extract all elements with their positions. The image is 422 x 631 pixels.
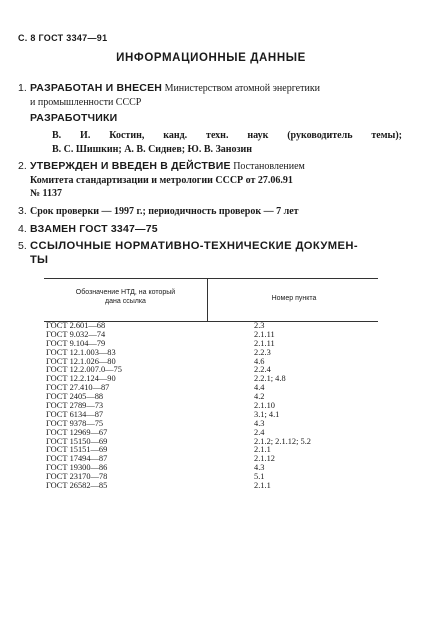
section-1 xyxy=(18,82,402,109)
table-row xyxy=(46,482,382,491)
cell-item-number: 2.3 xyxy=(254,321,265,330)
section-heading-continued: ТЫ xyxy=(30,253,49,266)
cell-item-number: 2.1.2; 2.1.12; 5.2 xyxy=(254,436,311,446)
cell-item-number: 2.2.3 xyxy=(254,347,271,357)
cell-document: ГОСТ 12.1.026—80 xyxy=(46,356,116,366)
column-divider xyxy=(207,279,208,321)
cell-document: ГОСТ 15151—69 xyxy=(46,445,108,455)
cell-item-number: 4.3 xyxy=(254,463,265,473)
cell-document: ГОСТ 2.601—68 xyxy=(46,321,106,330)
cell-item-number: 4.3 xyxy=(254,418,265,428)
section-text-continued: и промышленности СССР xyxy=(30,96,142,108)
developers-list xyxy=(52,129,402,156)
cell-document: ГОСТ 19300—86 xyxy=(46,463,108,473)
cell-document: ГОСТ 12969—67 xyxy=(46,427,108,437)
section-5 xyxy=(18,240,402,267)
section-number: 1. xyxy=(18,82,27,94)
cell-item-number: 2.1.10 xyxy=(254,401,275,411)
cell-document: ГОСТ 27.410—87 xyxy=(46,383,110,393)
cell-document: ГОСТ 6134—87 xyxy=(46,409,104,419)
column-header-document xyxy=(48,289,203,306)
developers-heading: РАЗРАБОТЧИКИ xyxy=(30,112,118,124)
column-header-item: Номер пункта xyxy=(271,295,317,302)
cell-document: ГОСТ 15150—69 xyxy=(46,436,108,446)
section-2 xyxy=(18,160,402,201)
section-4 xyxy=(18,223,402,237)
cell-item-number: 2.1.11 xyxy=(254,338,275,348)
section-number: 5. xyxy=(18,240,27,252)
section-heading: ССЫЛОЧНЫЕ НОРМАТИВНО-ТЕХНИЧЕСКИЕ ДОКУМЕН- xyxy=(30,240,358,252)
cell-item-number: 3.1; 4.1 xyxy=(254,409,280,419)
page-header: С. 8 ГОСТ 3347—91 xyxy=(18,33,108,43)
cell-item-number: 4.4 xyxy=(254,383,265,393)
cell-document: ГОСТ 9.032—74 xyxy=(46,329,106,339)
column-header-document-line2: дана ссылка xyxy=(105,297,146,305)
section-text-continued-2: № 1137 xyxy=(30,188,62,199)
references-table-header xyxy=(44,278,378,322)
cell-item-number: 2.1.1 xyxy=(254,481,271,491)
cell-document: ГОСТ 2405—88 xyxy=(46,392,104,402)
references-table-body xyxy=(46,322,382,491)
section-number: 3. xyxy=(18,205,27,217)
section-number: 4. xyxy=(18,223,27,235)
section-2-line1 xyxy=(30,160,402,174)
section-heading: ВЗАМЕН ГОСТ 3347—75 xyxy=(30,223,158,235)
cell-document: ГОСТ 17494—87 xyxy=(46,454,108,464)
section-number: 2. xyxy=(18,160,27,172)
cell-document: ГОСТ 12.1.003—83 xyxy=(46,347,116,357)
cell-item-number: 5.1 xyxy=(254,472,265,482)
cell-document: ГОСТ 26582—85 xyxy=(46,481,108,491)
authors-line-1: В. И. Костин, канд. техн. наук (руководитель темы); xyxy=(52,130,402,141)
cell-document: ГОСТ 9.104—79 xyxy=(46,338,106,348)
cell-item-number: 2.2.4 xyxy=(254,365,271,375)
cell-document: ГОСТ 12.2.124—90 xyxy=(46,374,116,384)
cell-item-number: 4.6 xyxy=(254,356,265,366)
section-text: Срок проверки — 1997 г.; периодичность проверок — 7 лет xyxy=(30,206,299,217)
cell-item-number: 2.2.1; 4.8 xyxy=(254,374,286,384)
cell-document: ГОСТ 2789—73 xyxy=(46,401,104,411)
cell-document: ГОСТ 9378—75 xyxy=(46,418,104,428)
cell-item-number: 4.2 xyxy=(254,392,265,402)
section-heading: РАЗРАБОТАН И ВНЕСЕН xyxy=(30,82,163,94)
cell-document: ГОСТ 12.2.007.0—75 xyxy=(46,365,122,375)
section-text: Постановлением xyxy=(233,161,305,172)
section-heading: УТВЕРЖДЕН И ВВЕДЕН В ДЕЙСТВИЕ xyxy=(30,160,231,172)
cell-document: ГОСТ 23170—78 xyxy=(46,472,108,482)
cell-item-number: 2.1.11 xyxy=(254,329,275,339)
cell-item-number: 2.1.12 xyxy=(254,454,275,464)
page-title: ИНФОРМАЦИОННЫЕ ДАННЫЕ xyxy=(116,52,306,64)
developers-block xyxy=(30,112,402,126)
column-header-document-line1: Обозначение НТД, на который xyxy=(75,289,176,296)
section-text: Министерством атомной энергетики xyxy=(164,83,321,94)
section-text-continued: Комитета стандартизации и метрологии СССР от 27.06.91 xyxy=(30,174,293,186)
cell-item-number: 2.4 xyxy=(254,427,265,437)
section-1-line1 xyxy=(30,82,402,96)
section-3 xyxy=(18,205,402,219)
cell-item-number: 2.1.1 xyxy=(254,445,271,455)
authors-line-2: В. С. Шишкин; А. В. Сиднев; Ю. В. Занозин xyxy=(52,143,253,155)
